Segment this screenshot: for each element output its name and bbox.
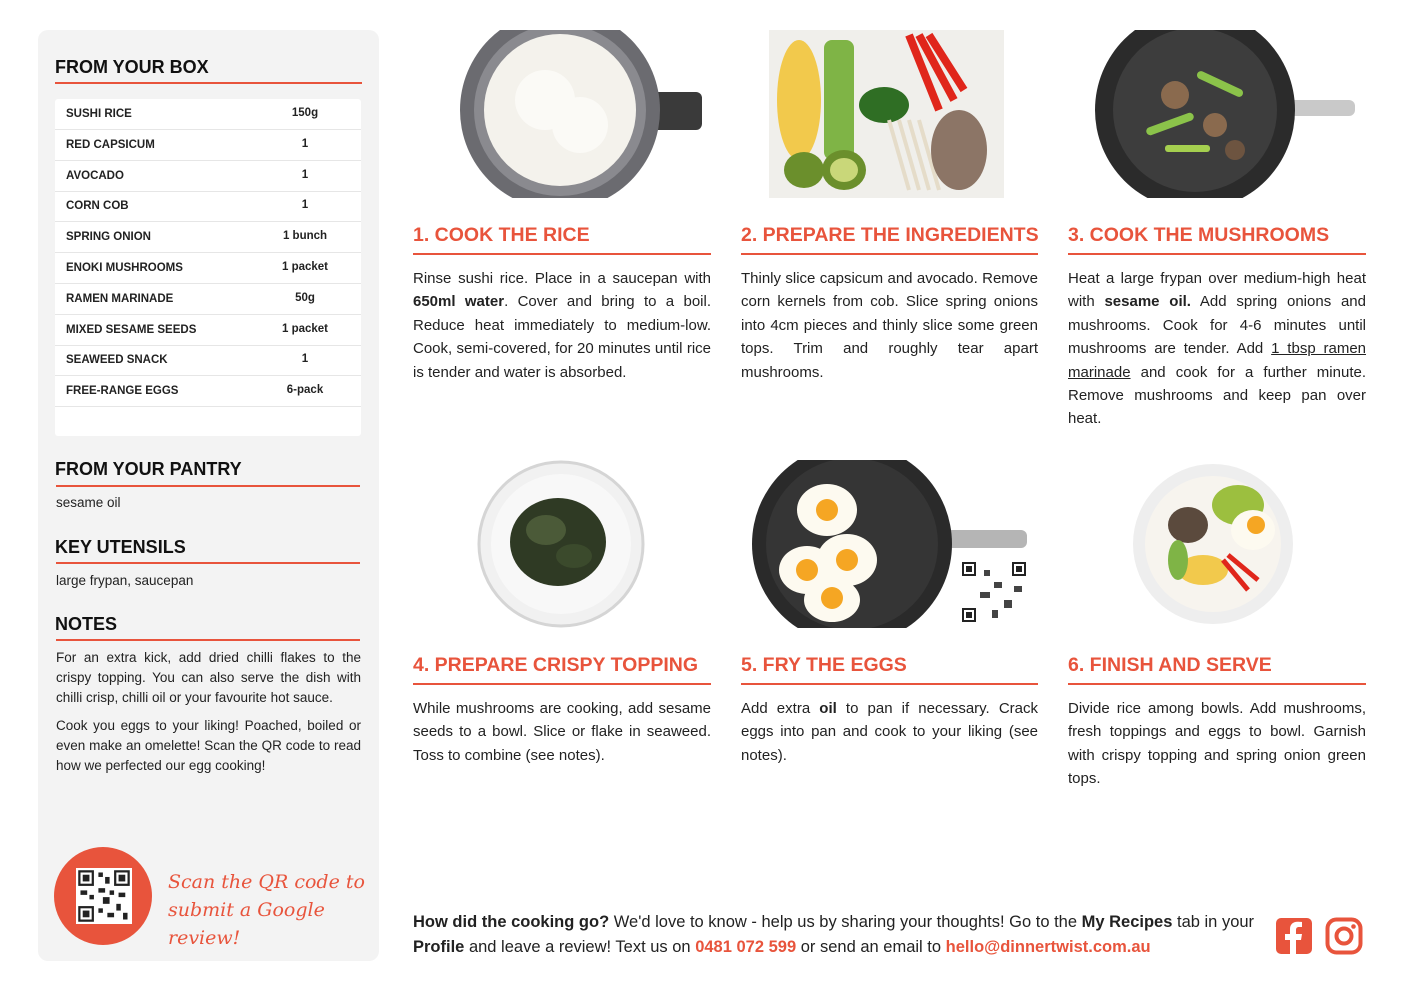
step-5-title: 5. FRY THE EGGS	[741, 654, 907, 676]
step-text-segment: While mushrooms are cooking, add sesame seeds to a bowl. Slice or flake in seaweed. Toss to combine (see notes).	[413, 700, 711, 764]
box-item-qty: 1	[301, 137, 309, 150]
box-item-name: RAMEN MARINADE	[66, 292, 174, 305]
mushrooms-in-frypan	[1095, 30, 1357, 198]
box-item-row	[55, 161, 361, 192]
box-item-qty: 150g	[291, 107, 319, 119]
box-item-name: RED CAPSICUM	[66, 138, 155, 151]
step-text-segment: 650ml water	[413, 293, 505, 311]
instagram-icon[interactable]	[1325, 917, 1363, 955]
footer-text-segment: tab in your	[1172, 913, 1255, 931]
contact-link[interactable]: hello@dinnertwist.com.au	[945, 938, 1151, 956]
notes-title: NOTES	[55, 614, 118, 634]
notes-paragraph-2: Cook you eggs to your liking! Poached, boiled or even make an omelette! Scan the QR code to read how we perfected our egg cooking!	[56, 718, 361, 773]
step-2-title: 2. PREPARE THE INGREDIENTS	[741, 224, 1039, 246]
utensils-title: KEY UTENSILS	[55, 537, 186, 557]
step-3-text	[1068, 267, 1366, 431]
finished-rice-bowl	[1128, 460, 1298, 628]
notes-paragraph-1: For an extra kick, add dried chilli flakes to the crispy topping. You can also serve the dish with chilli crisp, chilli oil or your favourite hot sauce.	[56, 650, 361, 705]
box-item-qty: 6-pack	[286, 384, 324, 397]
step-6-rule	[1068, 683, 1366, 685]
box-item-name: AVOCADO	[66, 169, 124, 182]
pot-of-cooked-rice	[455, 30, 705, 198]
box-ingredients-table	[55, 99, 361, 436]
step-text-segment: and cook for a further minute. Remove mushrooms and keep pan over heat.	[1068, 363, 1366, 428]
step-3-title: 3. COOK THE MUSHROOMS	[1068, 224, 1330, 246]
box-item-name: MIXED SESAME SEEDS	[66, 323, 197, 336]
step-1-text	[413, 267, 711, 384]
step-text-segment: to pan if necessary. Crack eggs into pan and cook to your liking (see notes).	[741, 700, 1038, 764]
step-text-segment: Divide rice among bowls. Add mushrooms, fresh toppings and eggs to bowl. Garnish with crispy topping and spring onion green tops.	[1068, 700, 1366, 788]
step-link-text[interactable]: 1 tbsp ramen marinade	[1068, 340, 1367, 381]
fried-eggs-in-pan	[752, 460, 1032, 628]
review-prompt-line-1: Scan the QR code to	[168, 871, 365, 893]
step-text-segment: Heat a large frypan over medium-high heat with	[1068, 270, 1366, 311]
step-2-text	[741, 267, 1038, 384]
step-5-rule	[741, 683, 1038, 685]
review-qr-badge[interactable]	[54, 847, 152, 945]
box-item-qty: 1 packet	[281, 322, 329, 335]
step-text-segment: Add extra	[741, 700, 820, 717]
facebook-icon[interactable]	[1275, 917, 1313, 955]
step-5-text	[741, 697, 1038, 767]
footer-text-segment: and leave a review! Text us on	[464, 938, 696, 956]
footer-text-segment: or send an email to	[796, 938, 946, 956]
box-item-qty: 50g	[295, 291, 315, 304]
box-item-row	[55, 99, 361, 130]
step-text-segment: . Cover and bring to a boil. Reduce heat immediately to medium-low. Cook, semi-covered, for 20 minutes until rice is tender and water is absorbed.	[413, 293, 712, 381]
step-text-segment: Add spring onions and mushrooms. Cook for 4-6 minutes until mushrooms are tender. Add	[1068, 293, 1366, 358]
step-4-rule	[413, 683, 711, 685]
pantry-text: sesame oil	[56, 495, 121, 510]
pantry-title: FROM YOUR PANTRY	[55, 459, 242, 479]
box-item-qty: 1	[301, 353, 309, 366]
box-item-row	[55, 253, 361, 284]
box-title-rule	[55, 82, 362, 84]
footer-text-segment: How did the cooking go?	[413, 913, 610, 931]
feedback-footer	[413, 910, 1263, 960]
step-text-segment: oil	[819, 700, 837, 717]
pantry-title-rule	[56, 485, 360, 487]
box-item-name: FREE-RANGE EGGS	[66, 385, 179, 398]
box-item-qty: 1 packet	[281, 261, 329, 273]
step-3-rule	[1068, 253, 1366, 255]
step-text-segment: sesame oil.	[1104, 293, 1191, 311]
qr-code-icon[interactable]	[76, 868, 132, 924]
box-item-name: SUSHI RICE	[66, 108, 132, 120]
review-prompt	[168, 868, 379, 952]
box-item-row	[55, 130, 361, 161]
box-item-qty: 1	[301, 168, 309, 181]
box-item-name: SPRING ONION	[66, 231, 151, 244]
seaweed-in-glass-bowl	[476, 460, 646, 628]
ingredients-sidebar	[38, 30, 379, 961]
box-item-name: ENOKI MUSHROOMS	[66, 262, 183, 274]
box-item-row	[55, 376, 361, 407]
notes-title-rule	[56, 639, 360, 641]
step-4-title: 4. PREPARE CRISPY TOPPING	[413, 654, 698, 676]
chopped-vegetables-on-board	[769, 30, 1004, 198]
box-item-row	[55, 191, 361, 222]
step-1-rule	[413, 253, 711, 255]
step-text-segment: Rinse sushi rice. Place in a saucepan with	[413, 270, 711, 287]
box-item-name: SEAWEED SNACK	[66, 354, 168, 367]
step-1-title: 1. COOK THE RICE	[413, 224, 590, 246]
box-item-row	[55, 345, 361, 376]
box-title: FROM YOUR BOX	[55, 57, 209, 77]
step-4-text	[413, 697, 711, 767]
contact-link[interactable]: 0481 072 599	[695, 938, 797, 956]
step-2-rule	[741, 253, 1038, 255]
footer-text-segment: We'd love to know - help us by sharing your thoughts! Go to the	[609, 913, 1082, 931]
footer-text-segment: My Recipes	[1081, 913, 1173, 931]
box-item-name: CORN COB	[66, 200, 129, 213]
step-6-text	[1068, 697, 1366, 791]
review-prompt-line-2: submit a Google review!	[168, 899, 325, 949]
box-item-qty: 1	[301, 199, 309, 212]
box-item-row	[55, 222, 361, 253]
box-item-row	[55, 315, 361, 346]
step-text-segment: Thinly slice capsicum and avocado. Remove corn kernels from cob. Slice spring onions into 4cm pieces and thinly slice some green tops. Trim and roughly tear apart mushrooms.	[741, 270, 1038, 381]
utensils-title-rule	[56, 562, 360, 564]
box-item-row	[55, 284, 361, 315]
footer-text-segment: Profile	[413, 938, 465, 956]
step-6-title: 6. FINISH AND SERVE	[1068, 654, 1272, 676]
utensils-text: large frypan, saucepan	[56, 573, 194, 588]
box-item-qty: 1 bunch	[282, 230, 328, 243]
